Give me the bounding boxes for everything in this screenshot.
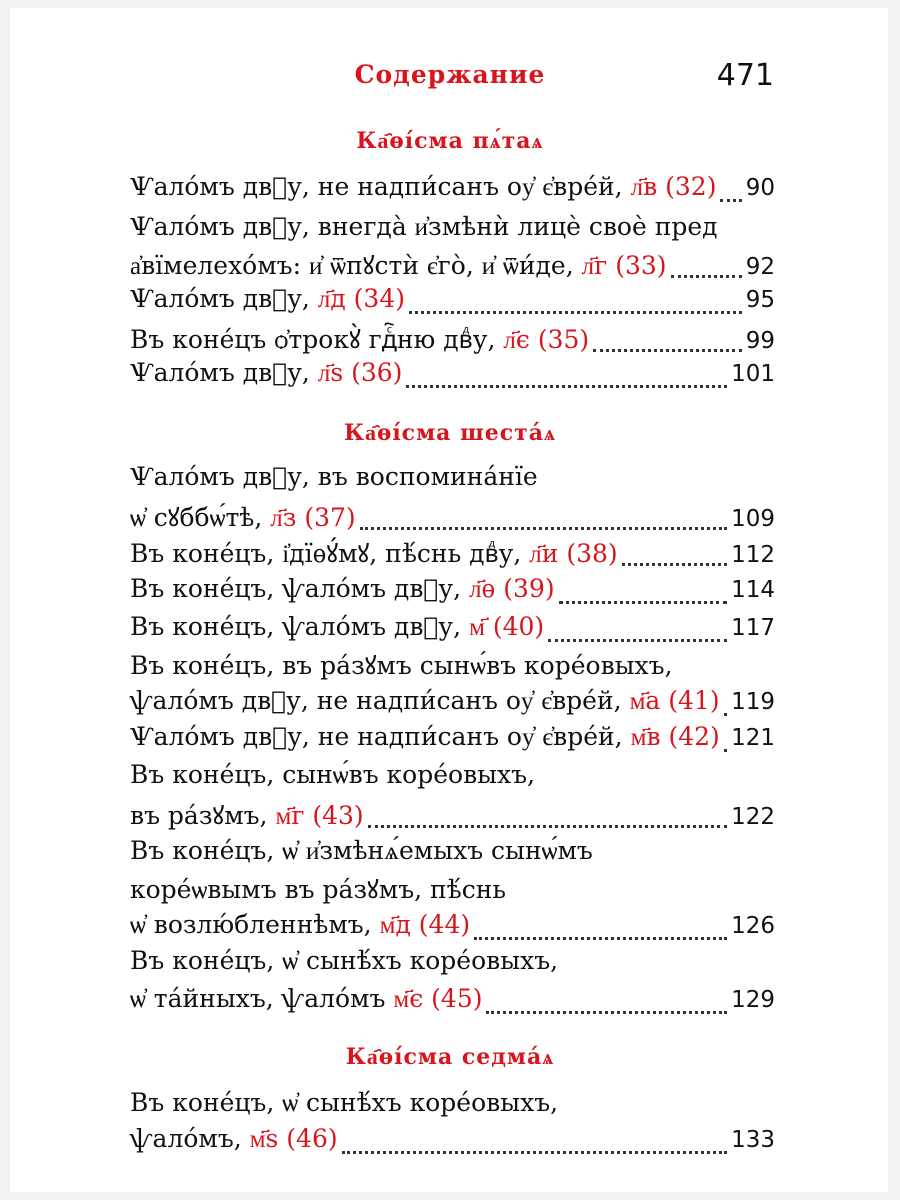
toc-page-number: 121 bbox=[731, 725, 775, 751]
leader-dots bbox=[486, 1011, 727, 1014]
psalm-number: л҃в (32) bbox=[630, 172, 717, 201]
toc-entry-text: Въ коне́цъ, ѱало́мъ двⷣу, bbox=[130, 612, 462, 641]
leader-dots bbox=[406, 385, 727, 388]
toc-entry-text: Ѱало́мъ двⷣу, bbox=[130, 358, 310, 387]
toc-page-number: 112 bbox=[731, 542, 775, 568]
psalm-number: м҃г (43) bbox=[275, 801, 364, 830]
toc-entry bbox=[130, 172, 775, 212]
toc-page-number: 92 bbox=[745, 254, 775, 280]
toc-entry-text: ѡ҆ та́йныхъ, ѱало́мъ bbox=[130, 984, 386, 1013]
leader-dots bbox=[342, 1151, 727, 1154]
toc-page-number: 126 bbox=[731, 913, 775, 939]
psalm-number: м҃ѕ (46) bbox=[249, 1124, 338, 1153]
toc-page-number: 90 bbox=[745, 175, 775, 201]
toc-entry-text: Въ коне́цъ, сынѡ́въ коре́овыхъ, bbox=[130, 760, 536, 789]
leader-dots bbox=[593, 349, 742, 352]
toc-page-number: 99 bbox=[745, 328, 775, 354]
psalm-number: л҃з (37) bbox=[270, 503, 356, 532]
toc-entry-text: Въ коне́цъ, і҆дїѳꙋ́мꙋ, пѣ́снь двⷣу, bbox=[130, 539, 522, 568]
psalm-number: л҃г (33) bbox=[581, 251, 667, 280]
leader-dots bbox=[559, 601, 727, 604]
toc-entry bbox=[130, 212, 775, 252]
toc-entry-text: Въ коне́цъ, ѡ҆ и҆змѣнѧ́емыхъ сынѡ́мъ bbox=[130, 836, 593, 865]
psalm-number: м҃є (45) bbox=[393, 984, 483, 1013]
psalm-number: л҃ѕ (36) bbox=[317, 358, 403, 387]
leader-dots bbox=[622, 563, 727, 566]
leader-dots bbox=[409, 311, 742, 314]
toc-entry-text: ѱало́мъ, bbox=[130, 1124, 242, 1153]
toc-page-number: 95 bbox=[745, 287, 775, 313]
toc-entry bbox=[130, 284, 775, 324]
toc-entry bbox=[130, 462, 775, 502]
toc-entry-text: Въ коне́цъ ѻ҆трокꙋ̀ гдⷭ҇ню двⷣу, bbox=[130, 325, 496, 354]
leader-dots bbox=[368, 825, 727, 828]
toc-page-number: 122 bbox=[731, 804, 775, 830]
toc-entry bbox=[130, 984, 775, 1024]
toc-entry-text: ѡ҆ сꙋббѡ́тѣ, bbox=[130, 503, 263, 532]
toc-page-number: 114 bbox=[731, 577, 775, 603]
toc-entry-text: Ѱало́мъ двⷣу, bbox=[130, 284, 310, 313]
toc-entry-text: Въ коне́цъ, ѡ҆ сынѣ́хъ коре́овыхъ, bbox=[130, 1088, 559, 1117]
toc-page-number: 101 bbox=[731, 361, 775, 387]
psalm-number: м҃ (40) bbox=[469, 612, 545, 641]
psalm-number: л҃є (35) bbox=[503, 325, 590, 354]
toc-entry bbox=[130, 612, 775, 652]
toc-entry bbox=[130, 946, 775, 986]
toc-entry-text: ѡ҆ возлю́бленнѣмъ, bbox=[130, 910, 372, 939]
psalm-number: л҃д (34) bbox=[317, 284, 405, 313]
section-title-kathisma-5: Ка҄ѳі́сма пѧ́таѧ bbox=[356, 128, 544, 154]
leader-dots bbox=[724, 713, 728, 716]
toc-entry-text: Въ коне́цъ, въ ра́зꙋмъ сынѡ́въ коре́овыхъ, bbox=[130, 651, 673, 680]
toc-entry bbox=[130, 798, 775, 838]
leader-dots bbox=[671, 275, 742, 278]
psalm-number: м҃д (44) bbox=[379, 910, 471, 939]
toc-page-number: 119 bbox=[731, 689, 775, 715]
leader-dots bbox=[360, 527, 727, 530]
toc-entry bbox=[130, 536, 775, 576]
toc-entry bbox=[130, 1088, 775, 1128]
toc-entry-text: ѱало́мъ двⷣу, не надпи́санъ оу҆ є҆вре́й, bbox=[130, 686, 622, 715]
toc-entry-text: Въ коне́цъ, ѡ҆ сынѣ́хъ коре́овыхъ, bbox=[130, 946, 559, 975]
toc-page-number: 129 bbox=[731, 987, 775, 1013]
toc-entry-text: Ѱало́мъ двⷣу, не надпи́санъ оу҆ є҆вре́й, bbox=[130, 722, 623, 751]
toc-entry bbox=[130, 648, 775, 688]
toc-entry-text: Ѱало́мъ двⷣу, внегда̀ и҆змѣнѝ лицѐ своѐ пред bbox=[130, 212, 718, 241]
psalm-number: л҃ѳ (39) bbox=[469, 574, 555, 603]
toc-entry bbox=[130, 500, 775, 540]
toc-entry bbox=[130, 574, 775, 614]
toc-entry-text: а҆вїмелехо́мъ: и҆ ѿпꙋстѝ є҆го̀, и҆ ѿи́де, bbox=[130, 251, 574, 280]
toc-entry bbox=[130, 322, 775, 362]
section-title-kathisma-7: Ка҄ѳі́сма седма́ѧ bbox=[345, 1044, 555, 1070]
toc-entry bbox=[130, 1124, 775, 1164]
toc-entry-text: Ѱало́мъ двⷣу, не надпи́санъ оу҆ є҆вре́й, bbox=[130, 172, 623, 201]
toc-page-number: 133 bbox=[731, 1127, 775, 1153]
toc-page-number: 109 bbox=[731, 506, 775, 532]
toc-entry bbox=[130, 872, 775, 912]
toc-entry bbox=[130, 836, 775, 876]
leader-dots bbox=[548, 639, 727, 642]
toc-entry bbox=[130, 722, 775, 762]
toc-entry bbox=[130, 248, 775, 288]
psalm-number: л҃и (38) bbox=[529, 539, 618, 568]
leader-dots bbox=[720, 199, 741, 202]
leader-dots bbox=[724, 749, 727, 752]
psalm-number: м҃в (42) bbox=[630, 722, 720, 751]
leader-dots bbox=[474, 937, 727, 940]
page-title: Содержание bbox=[354, 60, 546, 89]
toc-entry bbox=[130, 686, 775, 726]
toc-entry bbox=[130, 910, 775, 950]
psalm-number: м҃а (41) bbox=[629, 686, 720, 715]
toc-entry bbox=[130, 358, 775, 398]
toc-entry-text: Въ коне́цъ, ѱало́мъ двⷣу, bbox=[130, 574, 462, 603]
toc-entry-text: коре́ѡвымъ въ ра́зꙋмъ, пѣ́снь bbox=[130, 875, 507, 904]
toc-entry bbox=[130, 760, 775, 800]
toc-page-number: 117 bbox=[731, 615, 775, 641]
section-title-kathisma-6: Ка҄ѳі́сма шеста́ѧ bbox=[343, 420, 557, 446]
page-number: 471 bbox=[716, 58, 774, 93]
toc-entry-text: Ѱало́мъ двⷣу, въ воспомина́нїе bbox=[130, 462, 538, 491]
toc-entry-text: въ ра́зꙋмъ, bbox=[130, 801, 268, 830]
